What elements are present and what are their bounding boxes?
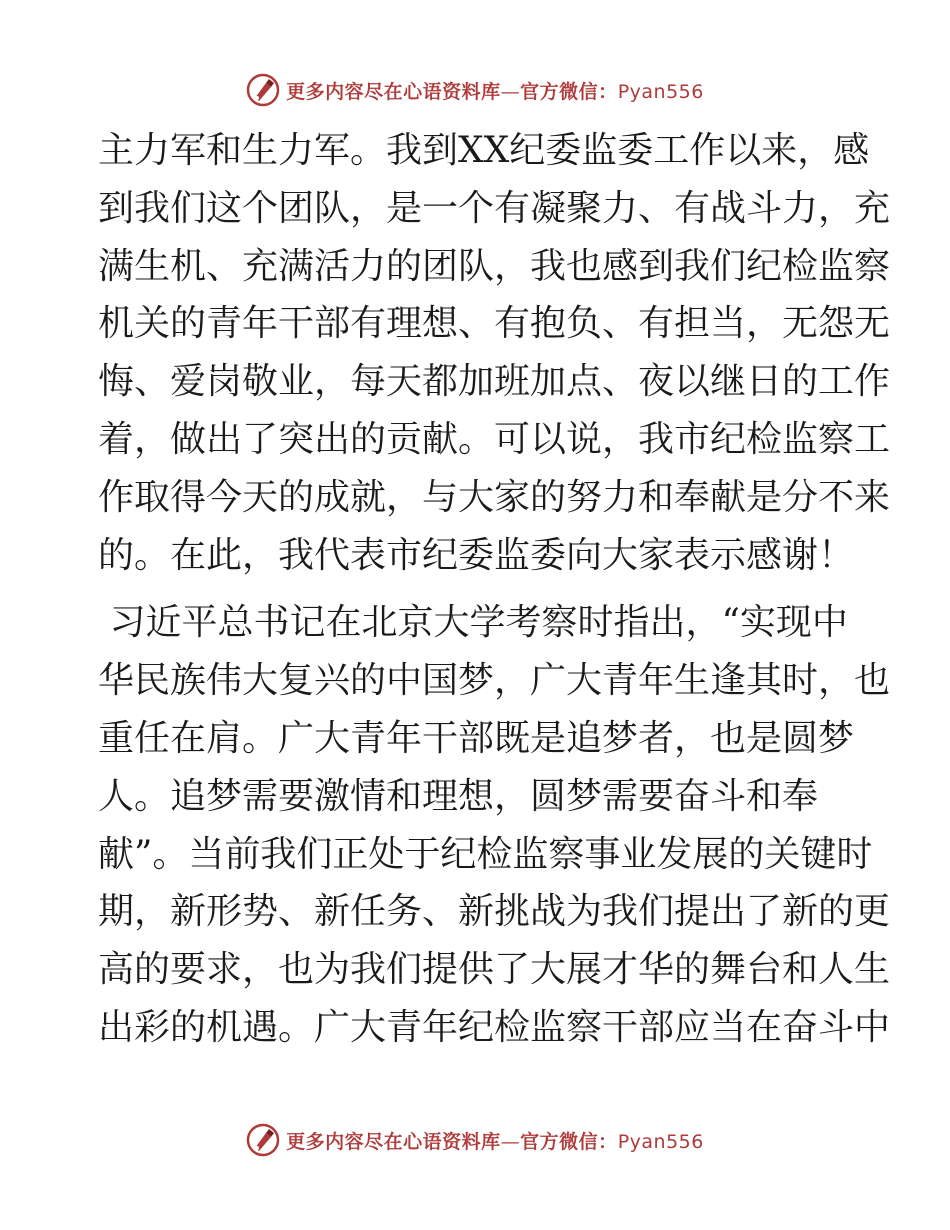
text-line: 重任在肩。广大青年干部既是追梦者，也是圆梦 (98, 717, 855, 759)
document-body (98, 122, 891, 1057)
text-line: 作取得今天的成就，与大家的努力和奉献是分不来 (98, 476, 891, 518)
text-line: 高的要求，也为我们提供了大展才华的舞台和人生 (98, 949, 891, 991)
header-banner-text (286, 77, 704, 104)
text-line: 满生机、充满活力的团队，我也感到我们纪检监察 (98, 245, 891, 287)
text-line: 到我们这个团队，是一个有凝聚力、有战斗力，充 (98, 187, 891, 229)
footer-watermark-banner (0, 1120, 950, 1160)
footer-banner-text (286, 1127, 704, 1154)
pen-logo-icon (246, 73, 280, 107)
paragraph-1 (98, 122, 891, 584)
pen-logo-icon (246, 1123, 280, 1157)
header-banner-slogan: 更多内容尽在心语资料库 (286, 80, 501, 103)
paragraph-2 (98, 594, 891, 1056)
text-line: 机关的青年干部有理想、有抱负、有担当，无怨无 (98, 303, 891, 345)
text-line: 主力军和生力军。我到XX纪委监委工作以来，感 (98, 130, 870, 171)
header-banner-wechat-label: 官方微信： (520, 80, 618, 103)
footer-banner-wechat-label: 官方微信： (520, 1130, 618, 1153)
header-watermark-banner (0, 70, 950, 110)
text-line: 出彩的机遇。广大青年纪检监察干部应当在奋斗中 (98, 1006, 891, 1048)
footer-banner-handle: Pyan556 (617, 1130, 704, 1153)
header-banner-handle: Pyan556 (617, 80, 704, 103)
text-line: 华民族伟大复兴的中国梦，广大青年生逢其时，也 (98, 660, 891, 702)
text-line: 习近平总书记在北京大学考察时指出，“实现中 (98, 602, 848, 644)
paragraph-gap (98, 584, 850, 594)
text-line: 着，做出了突出的贡献。可以说，我市纪检监察工 (98, 418, 891, 460)
text-line: 的。在此，我代表市纪委监委向大家表示感谢！ (98, 534, 855, 576)
text-line: 悔、爱岗敬业，每天都加班加点、夜以继日的工作 (98, 361, 891, 403)
text-line: 人。追梦需要激情和理想，圆梦需要奋斗和奉 (98, 775, 819, 817)
footer-banner-dash: — (500, 1130, 521, 1153)
header-banner-dash: — (500, 80, 521, 103)
footer-banner-slogan: 更多内容尽在心语资料库 (286, 1130, 501, 1153)
text-line: 期，新形势、新任务、新挑战为我们提出了新的更 (98, 891, 891, 933)
text-line: 献”。当前我们正处于纪检监察事业发展的关键时 (98, 833, 873, 875)
